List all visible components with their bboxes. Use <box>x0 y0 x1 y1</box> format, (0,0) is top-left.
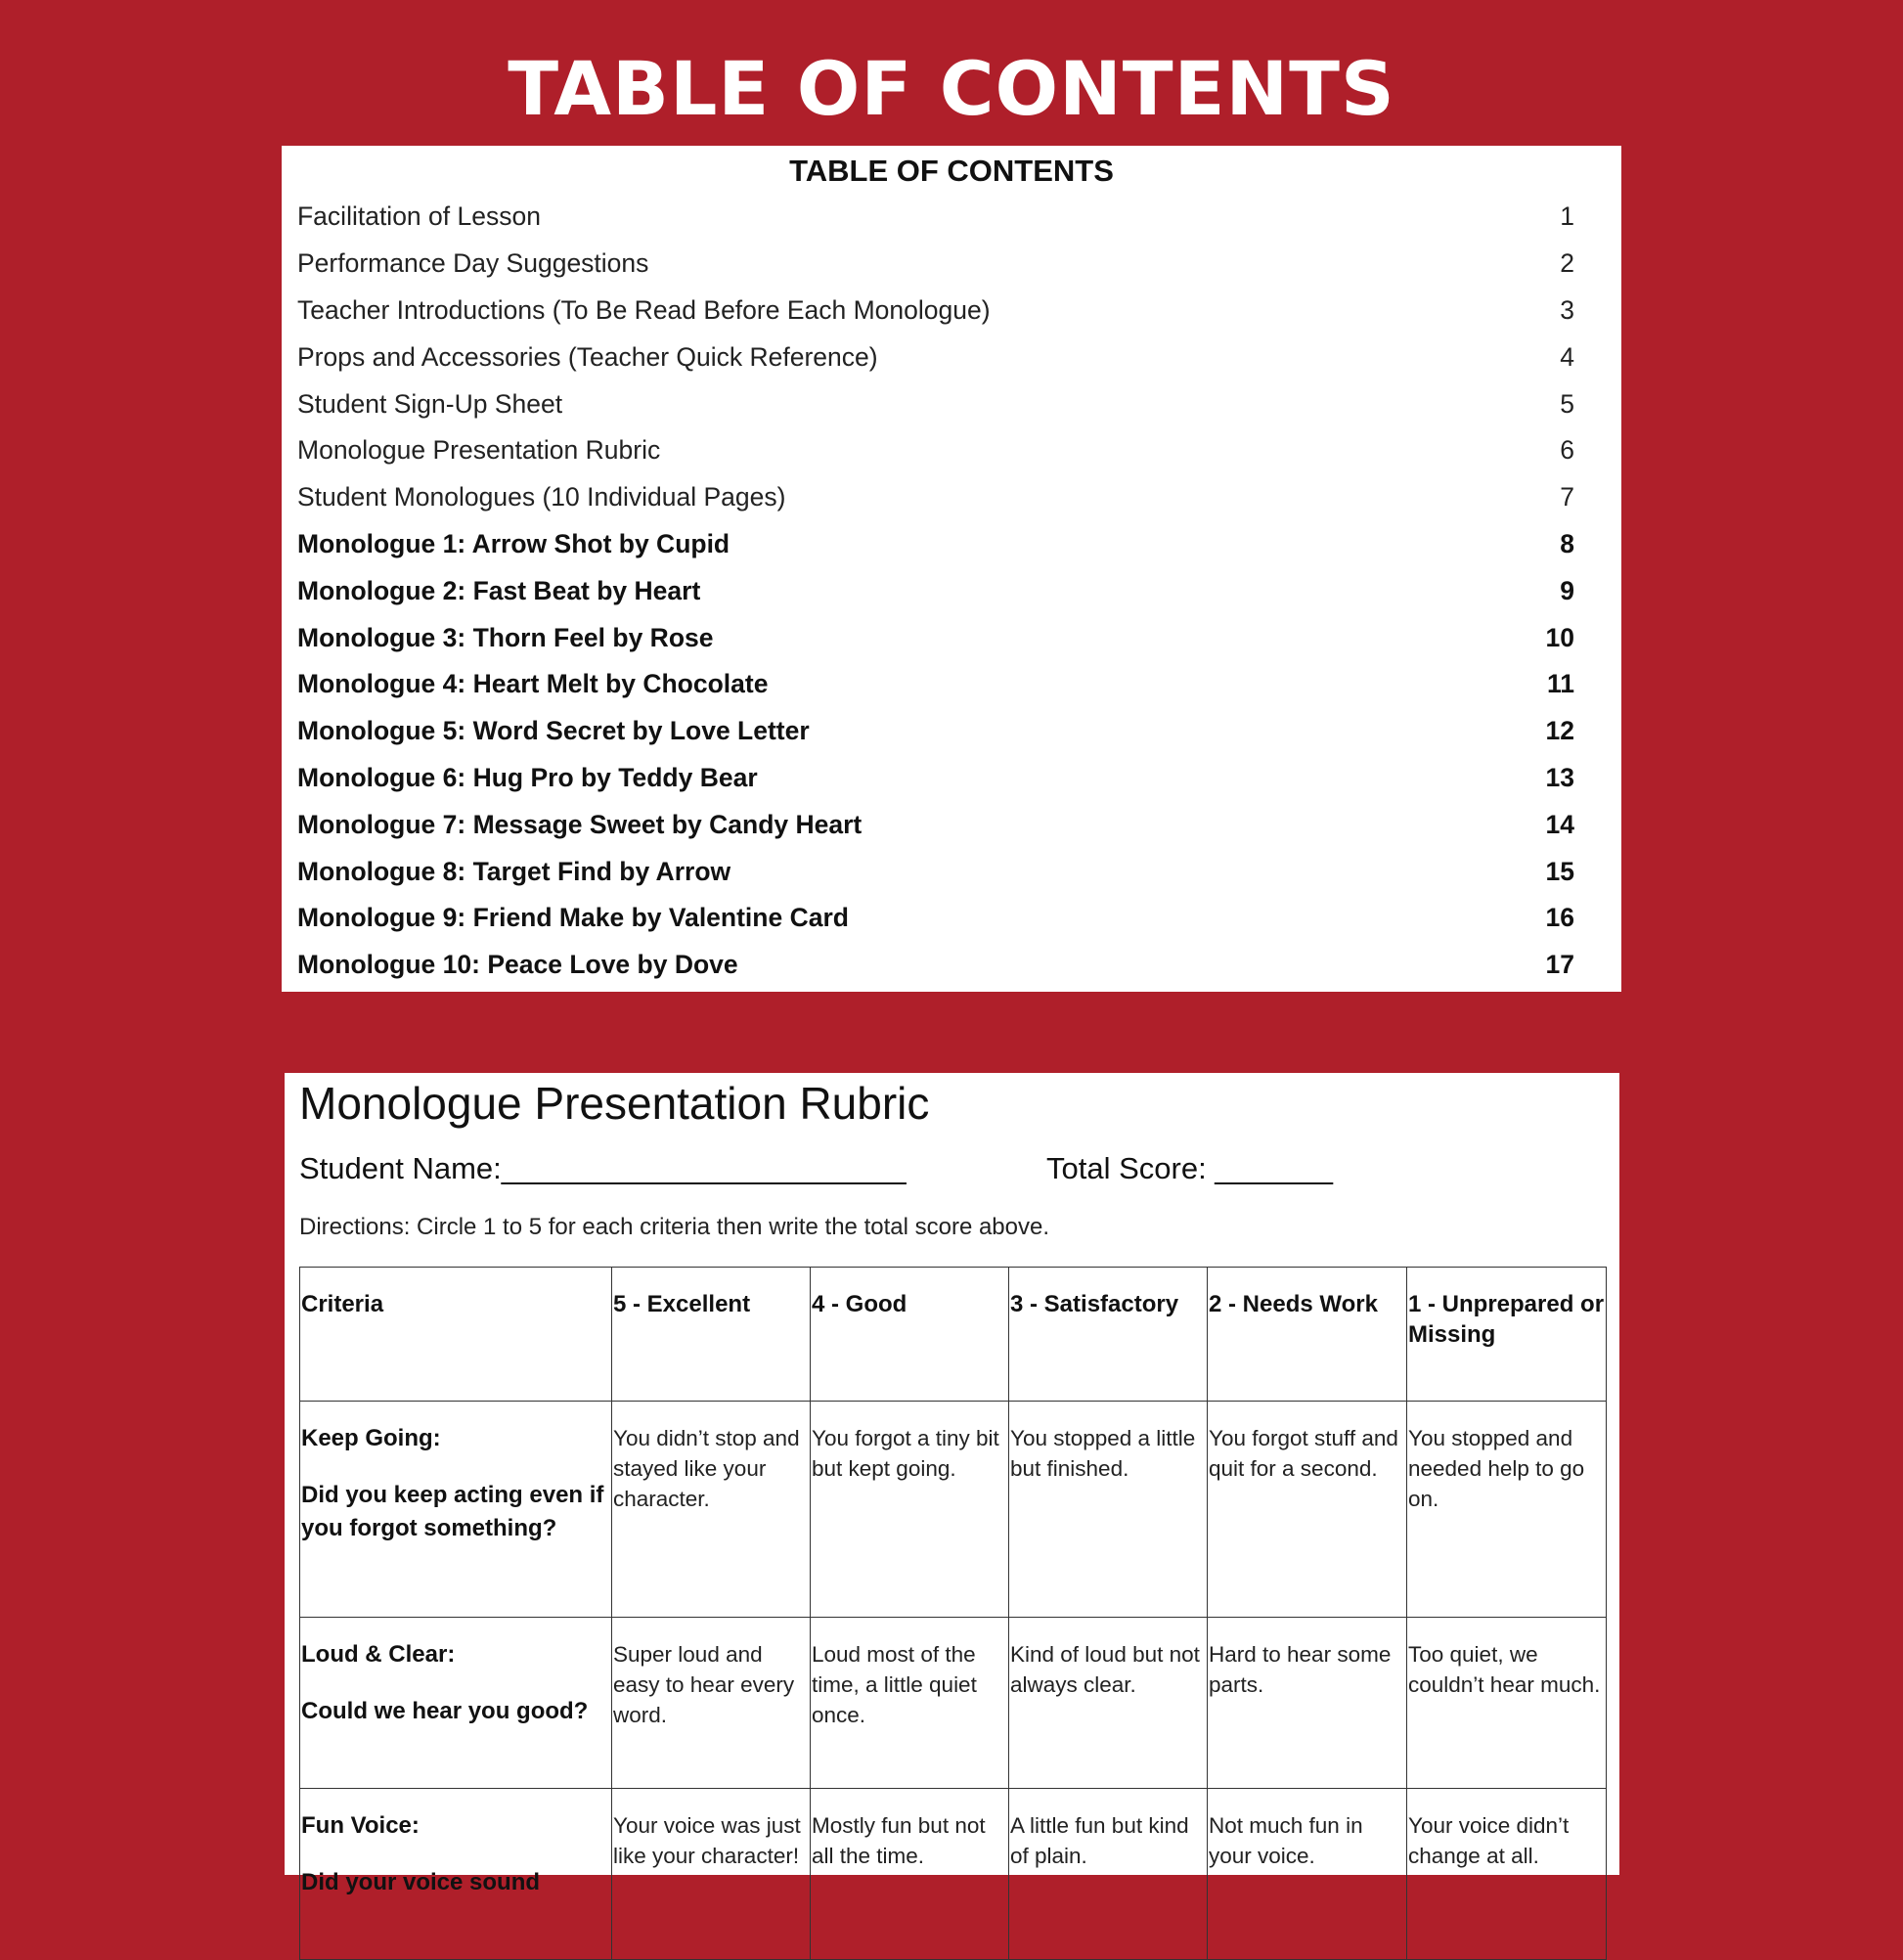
rubric-directions: Directions: Circle 1 to 5 for each criteria then write the total score above. <box>299 1214 1050 1240</box>
rubric-cell: Super loud and easy to hear every word. <box>612 1618 811 1789</box>
rubric-cell: You didn’t stop and stayed like your character. <box>612 1402 811 1618</box>
rubric-title: Monologue Presentation Rubric <box>299 1078 930 1129</box>
rubric-cell: Your voice didn’t change at all. <box>1407 1789 1607 1960</box>
toc-heading: TABLE OF CONTENTS <box>789 154 1114 188</box>
header-cell: 5 - Excellent <box>612 1268 811 1402</box>
toc-entry <box>297 380 1574 427</box>
criteria-name: Keep Going: <box>301 1425 441 1451</box>
total-score-line: Total Score: _______ <box>1046 1151 1333 1185</box>
toc-entry-page: 9 <box>1560 575 1574 605</box>
header-cell: 2 - Needs Work <box>1208 1268 1407 1402</box>
criteria-question: Could we hear you good? <box>301 1698 589 1724</box>
toc-entry-title: Monologue 8: Target Find by Arrow <box>297 856 731 886</box>
toc-entry-monologue <box>297 521 1574 568</box>
rubric-cell: Kind of loud but not always clear. <box>1009 1618 1208 1789</box>
toc-entry-monologue <box>297 661 1574 708</box>
toc-entry-title: Monologue 10: Peace Love by Dove <box>297 950 738 980</box>
toc-entry <box>297 427 1574 474</box>
toc-entry-page: 16 <box>1545 903 1574 933</box>
toc-entry-title: Student Monologues (10 Individual Pages) <box>297 482 786 512</box>
rubric-cell: You forgot stuff and quit for a second. <box>1208 1402 1407 1618</box>
toc-entry <box>297 474 1574 521</box>
toc-entry-page: 13 <box>1545 762 1574 792</box>
toc-entry-page: 15 <box>1545 856 1574 886</box>
toc-entry-title: Monologue 2: Fast Beat by Heart <box>297 575 701 605</box>
toc-entry-monologue <box>297 708 1574 755</box>
rubric-row <box>300 1618 1607 1789</box>
rubric-cell: Mostly fun but not all the time. <box>811 1789 1009 1960</box>
header-cell: 1 - Unprepared or Missing <box>1407 1268 1607 1402</box>
toc-list <box>297 194 1574 989</box>
criteria-question: Did you keep acting even if you forgot something? <box>301 1482 604 1541</box>
rubric-cell: You forgot a tiny bit but kept going. <box>811 1402 1009 1618</box>
toc-entry-title: Monologue 4: Heart Melt by Chocolate <box>297 669 769 699</box>
toc-entry-title: Monologue 3: Thorn Feel by Rose <box>297 622 714 652</box>
rubric-cell: Your voice was just like your character! <box>612 1789 811 1960</box>
toc-entry-title: Monologue Presentation Rubric <box>297 435 661 466</box>
toc-entry-title: Performance Day Suggestions <box>297 248 649 279</box>
toc-entry-monologue <box>297 567 1574 614</box>
toc-entry-page: 2 <box>1560 248 1574 279</box>
toc-entry-title: Monologue 9: Friend Make by Valentine Card <box>297 903 849 933</box>
toc-entry-page: 8 <box>1560 528 1574 558</box>
rubric-row <box>300 1402 1607 1618</box>
toc-entry-page: 4 <box>1560 341 1574 372</box>
toc-entry-title: Monologue 6: Hug Pro by Teddy Bear <box>297 762 758 792</box>
criteria-name: Fun Voice: <box>301 1812 420 1839</box>
criteria-cell <box>300 1789 612 1960</box>
toc-entry-page: 14 <box>1545 809 1574 839</box>
toc-page-preview <box>282 146 1621 992</box>
header-cell: Criteria <box>300 1268 612 1402</box>
toc-entry <box>297 288 1574 334</box>
toc-entry-title: Monologue 7: Message Sweet by Candy Heart <box>297 809 863 839</box>
toc-entry-title: Teacher Introductions (To Be Read Before Each Monologue) <box>297 294 991 325</box>
toc-entry-page: 7 <box>1560 482 1574 512</box>
rubric-cell: You stopped and needed help to go on. <box>1407 1402 1607 1618</box>
rubric-page-preview <box>285 1073 1619 1895</box>
toc-entry-page: 11 <box>1546 669 1574 699</box>
toc-entry-page: 1 <box>1560 201 1574 232</box>
toc-entry-title: Props and Accessories (Teacher Quick Reference) <box>297 341 878 372</box>
rubric-table <box>299 1267 1607 1960</box>
header-cell: 4 - Good <box>811 1268 1009 1402</box>
banner-title: TABLE OF CONTENTS <box>508 45 1395 132</box>
toc-entry-monologue <box>297 614 1574 661</box>
toc-entry-page: 12 <box>1545 716 1574 746</box>
rubric-cell: You stopped a little but finished. <box>1009 1402 1208 1618</box>
header-cell: 3 - Satisfactory <box>1009 1268 1208 1402</box>
toc-entry-title: Student Sign-Up Sheet <box>297 388 563 419</box>
toc-entry-title: Monologue 5: Word Secret by Love Letter <box>297 716 810 746</box>
toc-entry-monologue <box>297 755 1574 802</box>
toc-entry <box>297 241 1574 288</box>
criteria-cell <box>300 1402 612 1618</box>
toc-entry-monologue <box>297 942 1574 989</box>
rubric-cell: A little fun but kind of plain. <box>1009 1789 1208 1960</box>
rubric-cell: Not much fun in your voice. <box>1208 1789 1407 1960</box>
rubric-row <box>300 1789 1607 1960</box>
criteria-name: Loud & Clear: <box>301 1641 456 1668</box>
student-name-line: Student Name:________________________ <box>299 1151 907 1185</box>
toc-entry-monologue <box>297 801 1574 848</box>
criteria-question: Did your voice sound <box>301 1869 541 1895</box>
toc-entry-monologue <box>297 895 1574 942</box>
toc-entry-page: 10 <box>1545 622 1574 652</box>
toc-entry-title: Facilitation of Lesson <box>297 201 541 232</box>
toc-entry <box>297 194 1574 241</box>
toc-entry-page: 6 <box>1560 435 1574 466</box>
rubric-cell: Loud most of the time, a little quiet once. <box>811 1618 1009 1789</box>
criteria-cell <box>300 1618 612 1789</box>
toc-entry-monologue <box>297 848 1574 895</box>
toc-entry-page: 5 <box>1560 388 1574 419</box>
rubric-header-row <box>300 1268 1607 1402</box>
toc-entry-page: 17 <box>1545 950 1574 980</box>
rubric-cell: Too quiet, we couldn’t hear much. <box>1407 1618 1607 1789</box>
toc-entry-title: Monologue 1: Arrow Shot by Cupid <box>297 528 730 558</box>
toc-entry <box>297 334 1574 380</box>
rubric-cell: Hard to hear some parts. <box>1208 1618 1407 1789</box>
toc-entry-page: 3 <box>1560 294 1574 325</box>
